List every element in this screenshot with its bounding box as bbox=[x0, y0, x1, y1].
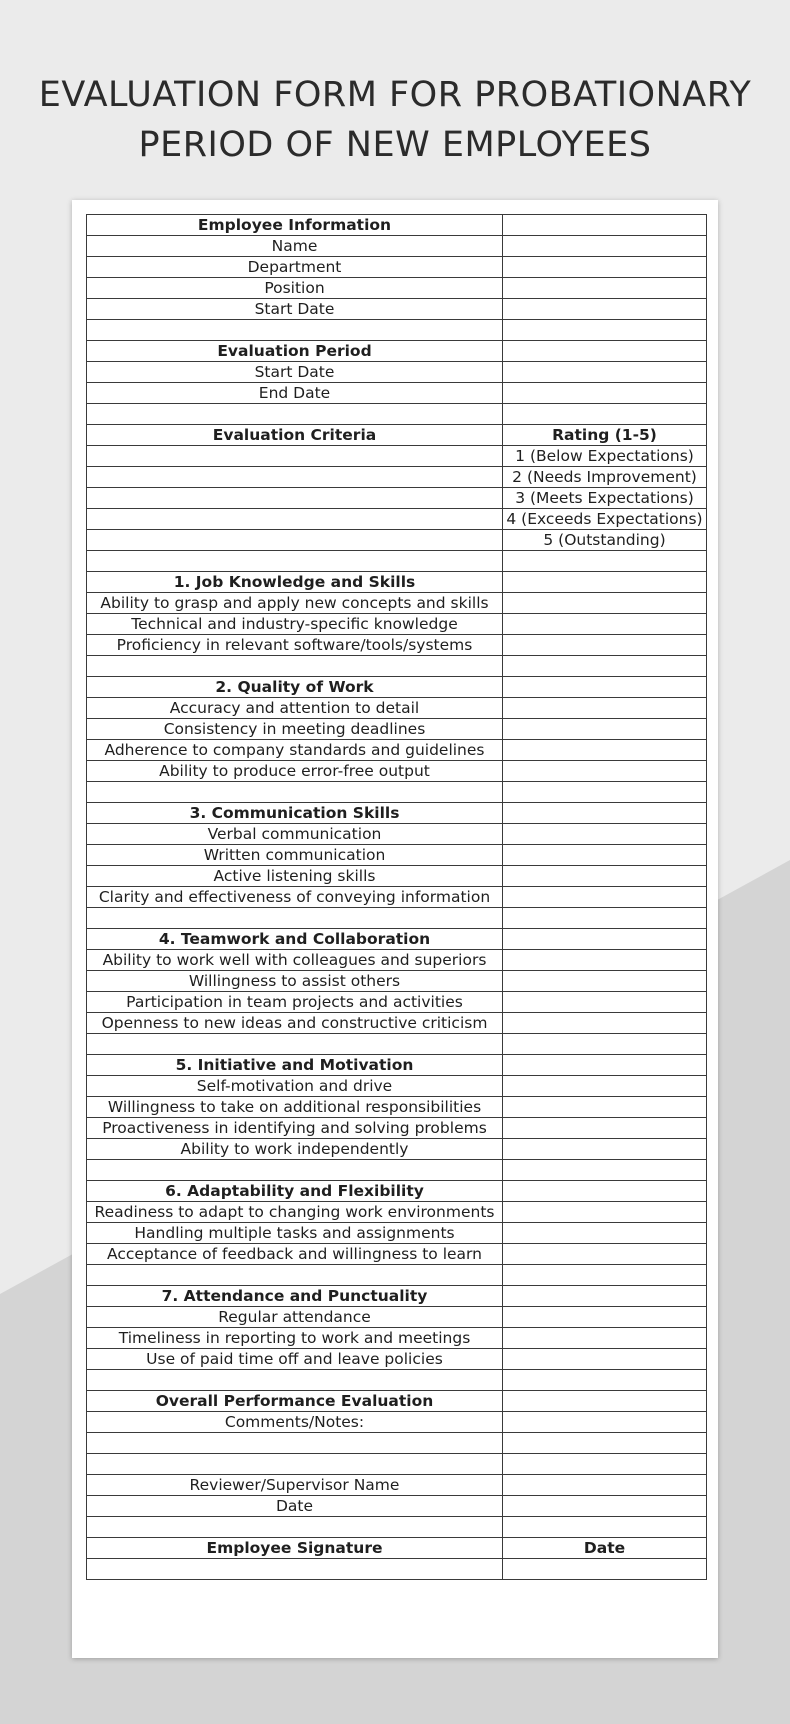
criteria-cell bbox=[87, 1559, 503, 1580]
criteria-cell bbox=[87, 1034, 503, 1055]
rating-cell: 3 (Meets Expectations) bbox=[503, 488, 707, 509]
rating-cell[interactable] bbox=[503, 1559, 707, 1580]
criteria-cell bbox=[87, 908, 503, 929]
rating-cell[interactable] bbox=[503, 1496, 707, 1517]
rating-cell[interactable] bbox=[503, 740, 707, 761]
table-row bbox=[87, 1076, 707, 1097]
table-row bbox=[87, 1517, 707, 1538]
rating-cell[interactable] bbox=[503, 992, 707, 1013]
table-row bbox=[87, 719, 707, 740]
table-row bbox=[87, 761, 707, 782]
section-heading-cell: Employee Signature bbox=[87, 1538, 503, 1559]
criteria-cell: Department bbox=[87, 257, 503, 278]
criteria-cell: Active listening skills bbox=[87, 866, 503, 887]
rating-cell[interactable] bbox=[503, 1412, 707, 1433]
table-row bbox=[87, 950, 707, 971]
rating-cell[interactable] bbox=[503, 1181, 707, 1202]
rating-cell[interactable] bbox=[503, 320, 707, 341]
title-line-2: PERIOD OF NEW EMPLOYEES bbox=[138, 125, 652, 165]
table-row bbox=[87, 551, 707, 572]
rating-cell[interactable] bbox=[503, 656, 707, 677]
section-heading-cell: 3. Communication Skills bbox=[87, 803, 503, 824]
table-row bbox=[87, 362, 707, 383]
rating-cell[interactable] bbox=[503, 677, 707, 698]
section-heading-cell: 4. Teamwork and Collaboration bbox=[87, 929, 503, 950]
table-row bbox=[87, 1034, 707, 1055]
rating-cell[interactable] bbox=[503, 1349, 707, 1370]
rating-cell[interactable] bbox=[503, 1265, 707, 1286]
table-row bbox=[87, 1118, 707, 1139]
rating-cell[interactable] bbox=[503, 1286, 707, 1307]
rating-cell[interactable] bbox=[503, 845, 707, 866]
criteria-cell bbox=[87, 446, 503, 467]
table-row bbox=[87, 1244, 707, 1265]
criteria-cell: Readiness to adapt to changing work environments bbox=[87, 1202, 503, 1223]
rating-cell[interactable] bbox=[503, 1391, 707, 1412]
table-row bbox=[87, 1055, 707, 1076]
rating-cell[interactable] bbox=[503, 362, 707, 383]
criteria-cell: Ability to work well with colleagues and superiors bbox=[87, 950, 503, 971]
table-row bbox=[87, 1202, 707, 1223]
criteria-cell: Timeliness in reporting to work and meetings bbox=[87, 1328, 503, 1349]
criteria-cell: Verbal communication bbox=[87, 824, 503, 845]
table-row bbox=[87, 1391, 707, 1412]
table-row bbox=[87, 404, 707, 425]
table-row bbox=[87, 614, 707, 635]
rating-cell: Date bbox=[503, 1538, 707, 1559]
rating-cell[interactable] bbox=[503, 1097, 707, 1118]
table-row bbox=[87, 467, 707, 488]
table-row bbox=[87, 1307, 707, 1328]
rating-cell[interactable] bbox=[503, 908, 707, 929]
table-row bbox=[87, 488, 707, 509]
table-row bbox=[87, 782, 707, 803]
criteria-cell bbox=[87, 1517, 503, 1538]
criteria-cell bbox=[87, 404, 503, 425]
section-heading-cell: 2. Quality of Work bbox=[87, 677, 503, 698]
rating-cell[interactable] bbox=[503, 887, 707, 908]
rating-cell[interactable] bbox=[503, 1433, 707, 1454]
table-row bbox=[87, 1370, 707, 1391]
table-row bbox=[87, 929, 707, 950]
rating-cell[interactable] bbox=[503, 1202, 707, 1223]
criteria-cell: Proactiveness in identifying and solving problems bbox=[87, 1118, 503, 1139]
table-row bbox=[87, 635, 707, 656]
rating-cell[interactable] bbox=[503, 299, 707, 320]
section-heading-cell: 1. Job Knowledge and Skills bbox=[87, 572, 503, 593]
title-line-1: EVALUATION FORM FOR PROBATIONARY bbox=[38, 75, 752, 115]
rating-cell[interactable] bbox=[503, 1139, 707, 1160]
table-row bbox=[87, 845, 707, 866]
rating-cell[interactable] bbox=[503, 1244, 707, 1265]
table-row bbox=[87, 341, 707, 362]
rating-cell[interactable] bbox=[503, 257, 707, 278]
table-row bbox=[87, 278, 707, 299]
criteria-cell bbox=[87, 530, 503, 551]
rating-cell[interactable] bbox=[503, 1013, 707, 1034]
section-heading-cell: 7. Attendance and Punctuality bbox=[87, 1286, 503, 1307]
criteria-cell bbox=[87, 551, 503, 572]
table-row bbox=[87, 383, 707, 404]
criteria-cell: Ability to produce error-free output bbox=[87, 761, 503, 782]
rating-cell[interactable] bbox=[503, 341, 707, 362]
table-row bbox=[87, 1139, 707, 1160]
table-row bbox=[87, 1181, 707, 1202]
rating-cell: Rating (1-5) bbox=[503, 425, 707, 446]
table-row bbox=[87, 1412, 707, 1433]
rating-cell[interactable] bbox=[503, 551, 707, 572]
criteria-cell: Written communication bbox=[87, 845, 503, 866]
table-row bbox=[87, 1559, 707, 1580]
rating-cell[interactable] bbox=[503, 929, 707, 950]
criteria-cell: Proficiency in relevant software/tools/systems bbox=[87, 635, 503, 656]
table-row bbox=[87, 1265, 707, 1286]
criteria-cell bbox=[87, 1433, 503, 1454]
criteria-cell: Regular attendance bbox=[87, 1307, 503, 1328]
table-row bbox=[87, 215, 707, 236]
table-row bbox=[87, 1496, 707, 1517]
table-row bbox=[87, 824, 707, 845]
criteria-cell bbox=[87, 320, 503, 341]
rating-cell[interactable] bbox=[503, 1475, 707, 1496]
criteria-cell: Accuracy and attention to detail bbox=[87, 698, 503, 719]
criteria-cell: Ability to grasp and apply new concepts and skills bbox=[87, 593, 503, 614]
rating-cell[interactable] bbox=[503, 1223, 707, 1244]
table-row bbox=[87, 530, 707, 551]
table-row bbox=[87, 992, 707, 1013]
criteria-cell: Willingness to take on additional responsibilities bbox=[87, 1097, 503, 1118]
table-row bbox=[87, 908, 707, 929]
form-sheet bbox=[72, 200, 718, 1658]
table-row bbox=[87, 740, 707, 761]
table-row bbox=[87, 866, 707, 887]
rating-cell[interactable] bbox=[503, 215, 707, 236]
criteria-cell bbox=[87, 1454, 503, 1475]
rating-cell[interactable] bbox=[503, 1055, 707, 1076]
table-row bbox=[87, 1097, 707, 1118]
page-title bbox=[0, 70, 790, 170]
section-heading-cell: Evaluation Criteria bbox=[87, 425, 503, 446]
rating-cell[interactable] bbox=[503, 383, 707, 404]
table-row bbox=[87, 299, 707, 320]
section-heading-cell: Employee Information bbox=[87, 215, 503, 236]
section-heading-cell: Evaluation Period bbox=[87, 341, 503, 362]
table-row bbox=[87, 593, 707, 614]
table-row bbox=[87, 1223, 707, 1244]
rating-cell: 4 (Exceeds Expectations) bbox=[503, 509, 707, 530]
rating-cell[interactable] bbox=[503, 1454, 707, 1475]
table-row bbox=[87, 1475, 707, 1496]
rating-cell: 5 (Outstanding) bbox=[503, 530, 707, 551]
criteria-cell: Clarity and effectiveness of conveying information bbox=[87, 887, 503, 908]
criteria-cell bbox=[87, 1265, 503, 1286]
table-row bbox=[87, 656, 707, 677]
evaluation-table bbox=[86, 214, 707, 1580]
table-row bbox=[87, 1160, 707, 1181]
rating-cell[interactable] bbox=[503, 971, 707, 992]
rating-cell[interactable] bbox=[503, 824, 707, 845]
criteria-cell: Technical and industry-specific knowledge bbox=[87, 614, 503, 635]
rating-cell[interactable] bbox=[503, 1160, 707, 1181]
criteria-cell: Start Date bbox=[87, 299, 503, 320]
criteria-cell: Date bbox=[87, 1496, 503, 1517]
criteria-cell bbox=[87, 509, 503, 530]
rating-cell[interactable] bbox=[503, 404, 707, 425]
rating-cell[interactable] bbox=[503, 635, 707, 656]
rating-cell[interactable] bbox=[503, 761, 707, 782]
criteria-cell: Position bbox=[87, 278, 503, 299]
table-row bbox=[87, 509, 707, 530]
table-row bbox=[87, 803, 707, 824]
criteria-cell: Adherence to company standards and guidelines bbox=[87, 740, 503, 761]
rating-cell[interactable] bbox=[503, 1517, 707, 1538]
table-row bbox=[87, 1538, 707, 1559]
table-row bbox=[87, 1454, 707, 1475]
table-row bbox=[87, 698, 707, 719]
table-row bbox=[87, 236, 707, 257]
table-row bbox=[87, 1433, 707, 1454]
rating-cell[interactable] bbox=[503, 1328, 707, 1349]
criteria-cell: Handling multiple tasks and assignments bbox=[87, 1223, 503, 1244]
table-row bbox=[87, 320, 707, 341]
criteria-cell: Openness to new ideas and constructive criticism bbox=[87, 1013, 503, 1034]
criteria-cell: Use of paid time off and leave policies bbox=[87, 1349, 503, 1370]
table-row bbox=[87, 1328, 707, 1349]
table-row bbox=[87, 572, 707, 593]
criteria-cell: Name bbox=[87, 236, 503, 257]
criteria-cell: Willingness to assist others bbox=[87, 971, 503, 992]
rating-cell[interactable] bbox=[503, 866, 707, 887]
rating-cell[interactable] bbox=[503, 782, 707, 803]
table-row bbox=[87, 677, 707, 698]
rating-cell[interactable] bbox=[503, 950, 707, 971]
criteria-cell: Acceptance of feedback and willingness to learn bbox=[87, 1244, 503, 1265]
table-row bbox=[87, 887, 707, 908]
table-row bbox=[87, 1349, 707, 1370]
criteria-cell: Reviewer/Supervisor Name bbox=[87, 1475, 503, 1496]
criteria-cell bbox=[87, 782, 503, 803]
rating-cell[interactable] bbox=[503, 1370, 707, 1391]
rating-cell: 1 (Below Expectations) bbox=[503, 446, 707, 467]
criteria-cell: Participation in team projects and activities bbox=[87, 992, 503, 1013]
criteria-cell: Comments/Notes: bbox=[87, 1412, 503, 1433]
criteria-cell bbox=[87, 467, 503, 488]
table-row bbox=[87, 425, 707, 446]
section-heading-cell: Overall Performance Evaluation bbox=[87, 1391, 503, 1412]
criteria-cell: Ability to work independently bbox=[87, 1139, 503, 1160]
section-heading-cell: 5. Initiative and Motivation bbox=[87, 1055, 503, 1076]
table-row bbox=[87, 1286, 707, 1307]
criteria-cell bbox=[87, 488, 503, 509]
criteria-cell: End Date bbox=[87, 383, 503, 404]
rating-cell[interactable] bbox=[503, 614, 707, 635]
rating-cell[interactable] bbox=[503, 698, 707, 719]
rating-cell[interactable] bbox=[503, 572, 707, 593]
criteria-cell bbox=[87, 656, 503, 677]
rating-cell: 2 (Needs Improvement) bbox=[503, 467, 707, 488]
rating-cell[interactable] bbox=[503, 278, 707, 299]
criteria-cell: Self-motivation and drive bbox=[87, 1076, 503, 1097]
rating-cell[interactable] bbox=[503, 1118, 707, 1139]
rating-cell[interactable] bbox=[503, 236, 707, 257]
criteria-cell: Start Date bbox=[87, 362, 503, 383]
evaluation-table-body bbox=[87, 215, 707, 1580]
table-row bbox=[87, 446, 707, 467]
table-row bbox=[87, 257, 707, 278]
criteria-cell bbox=[87, 1160, 503, 1181]
rating-cell[interactable] bbox=[503, 719, 707, 740]
rating-cell[interactable] bbox=[503, 803, 707, 824]
rating-cell[interactable] bbox=[503, 593, 707, 614]
section-heading-cell: 6. Adaptability and Flexibility bbox=[87, 1181, 503, 1202]
rating-cell[interactable] bbox=[503, 1076, 707, 1097]
criteria-cell bbox=[87, 1370, 503, 1391]
criteria-cell: Consistency in meeting deadlines bbox=[87, 719, 503, 740]
table-row bbox=[87, 971, 707, 992]
rating-cell[interactable] bbox=[503, 1307, 707, 1328]
rating-cell[interactable] bbox=[503, 1034, 707, 1055]
table-row bbox=[87, 1013, 707, 1034]
